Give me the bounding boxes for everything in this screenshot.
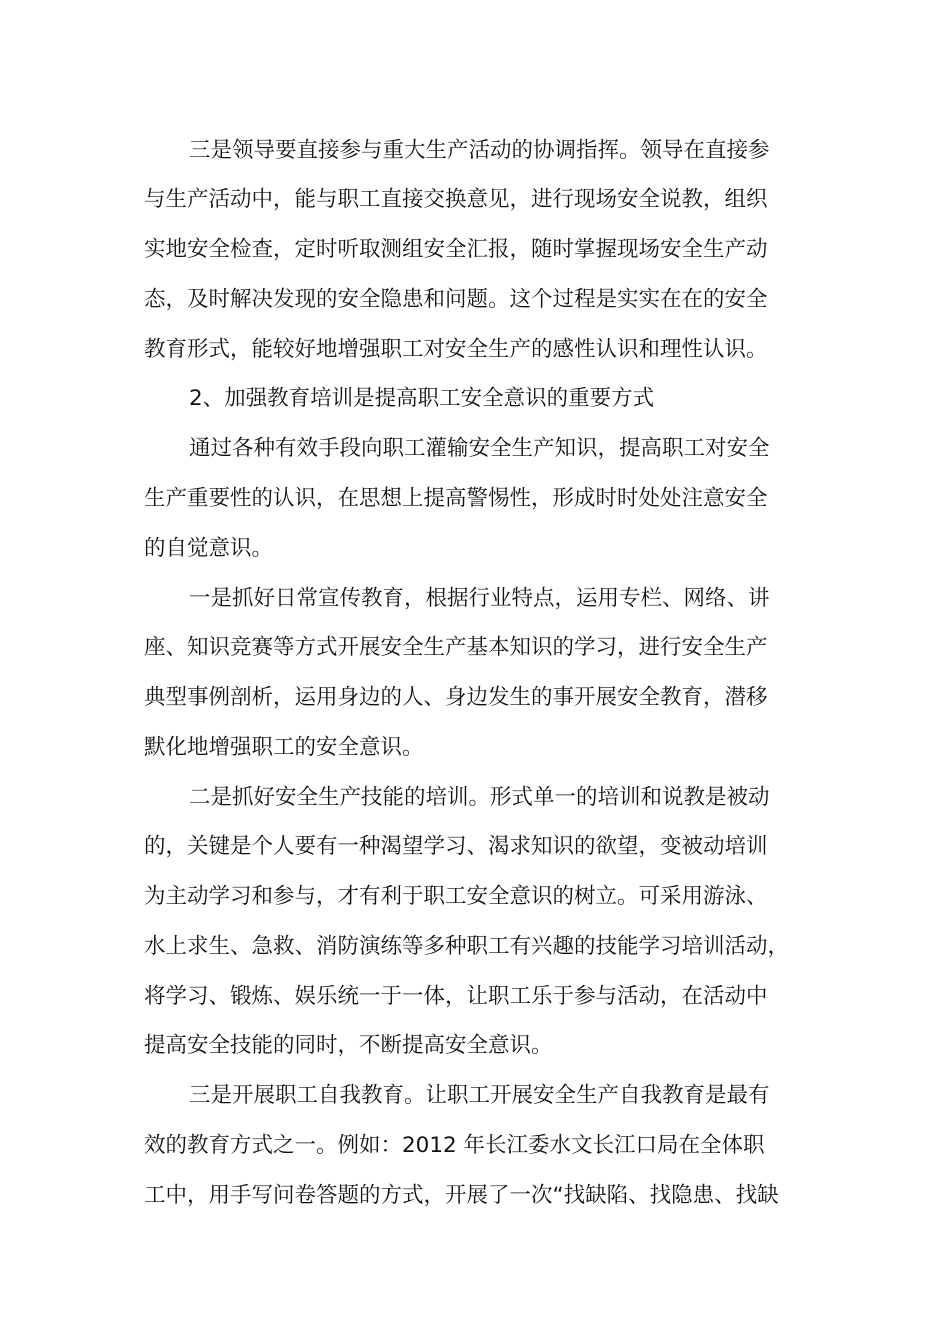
paragraph-self-education-line-1: 三是开展职工自我教育。让职工开展安全生产自我教育是最有 [189, 1083, 770, 1108]
paragraph-self-education-line-2: 效的教育方式之一。例如：2012 年长江委水文长江口局在全体职 [144, 1133, 765, 1158]
paragraph-intro-line-3: 的自觉意识。 [144, 536, 274, 561]
paragraph-skills-line-1: 二是抓好安全生产技能的培训。形式单一的培训和说教是被动 [189, 785, 770, 810]
paragraph-skills-line-4: 水上求生、急救、消防演练等多种职工有兴趣的技能学习培训活动， [144, 934, 790, 959]
paragraph-leadership-line-1: 三是领导要直接参与重大生产活动的协调指挥。领导在直接参 [189, 138, 770, 163]
paragraph-skills-line-5: 将学习、锻炼、娱乐统一于一体，让职工乐于参与活动，在活动中 [144, 984, 768, 1009]
paragraph-skills-line-3: 为主动学习和参与，才有利于职工安全意识的树立。可采用游泳、 [144, 884, 768, 909]
paragraph-leadership-line-2: 与生产活动中，能与职工直接交换意见，进行现场安全说教，组织 [144, 187, 768, 212]
paragraph-leadership-line-3: 实地安全检查，定时听取测组安全汇报，随时掌握现场安全生产动 [144, 237, 768, 262]
paragraph-skills-line-6: 提高安全技能的同时，不断提高安全意识。 [144, 1033, 553, 1058]
paragraph-daily-line-3: 典型事例剖析，运用身边的人、身边发生的事开展安全教育，潜移 [144, 685, 768, 710]
paragraph-skills-line-2: 的，关键是个人要有一种渴望学习、渴求知识的欲望，变被动培训 [144, 834, 768, 859]
section-heading-2: 2、加强教育培训是提高职工安全意识的重要方式 [189, 386, 655, 411]
paragraph-daily-line-2: 座、知识竞赛等方式开展安全生产基本知识的学习，进行安全生产 [144, 635, 768, 660]
paragraph-daily-line-4: 默化地增强职工的安全意识。 [144, 735, 424, 760]
paragraph-leadership-line-5: 教育形式，能较好地增强职工对安全生产的感性认识和理性认识。 [144, 337, 768, 362]
paragraph-intro-line-2: 生产重要性的认识，在思想上提高警惕性，形成时时处处注意安全 [144, 486, 768, 511]
paragraph-self-education-line-3: 工中，用手写问卷答题的方式，开展了一次“找缺陷、找隐患、找缺 [144, 1183, 779, 1208]
paragraph-leadership-line-4: 态，及时解决发现的安全隐患和问题。这个过程是实实在在的安全 [144, 287, 768, 312]
paragraph-daily-line-1: 一是抓好日常宣传教育，根据行业特点，运用专栏、网络、讲 [189, 586, 770, 611]
paragraph-intro-line-1: 通过各种有效手段向职工灌输安全生产知识，提高职工对安全 [189, 436, 770, 461]
